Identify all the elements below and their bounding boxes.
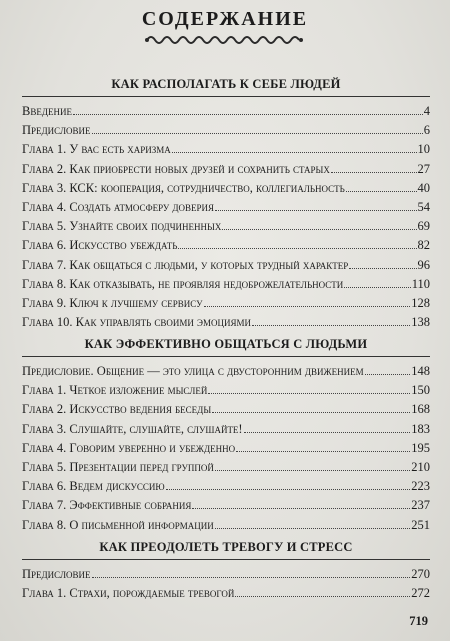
page-title: СОДЕРЖАНИЕ (141, 8, 309, 30)
entry-label: Глава 3. Слушайте, слушайте, слушайте! (22, 421, 243, 436)
entry-label: Глава 1. Четкое изложение мыслей (22, 383, 208, 398)
leader-dots (222, 229, 416, 230)
entry-label: Глава 2. Искусство ведения беседы (22, 402, 212, 417)
entry-page: 40 (417, 180, 430, 195)
leader-dots (331, 172, 417, 173)
leader-dots (208, 393, 410, 394)
entry-page: 148 (411, 364, 430, 378)
leader-dots (235, 596, 410, 597)
entry-page: 251 (411, 517, 430, 532)
entry-label: Глава 7. Эффективные собрания (22, 498, 192, 513)
leader-dots (92, 577, 411, 578)
entry-page: 223 (411, 479, 430, 494)
entry-page: 110 (411, 276, 430, 291)
entry-page: 183 (411, 421, 430, 436)
page-number: 719 (409, 614, 428, 628)
toc-entry[interactable] (22, 458, 430, 477)
section-rule (22, 559, 430, 560)
section-rule (22, 356, 430, 357)
entry-page: 272 (411, 586, 430, 601)
entry-label: Глава 4. Говорим уверенно и убежденно (22, 440, 236, 455)
toc-entry[interactable] (22, 121, 430, 140)
section-entries (22, 565, 430, 603)
toc-entry[interactable] (22, 496, 430, 515)
entry-page: 138 (411, 315, 430, 330)
toc-entry[interactable] (22, 236, 430, 255)
entry-label: Предисловие. Общение — это улица с двусторонним движением (22, 364, 364, 378)
leader-dots (212, 412, 410, 413)
entry-page: 27 (417, 161, 430, 176)
entry-page: 69 (417, 219, 430, 234)
toc-entry[interactable] (22, 477, 430, 496)
leader-dots (344, 287, 410, 288)
toc-entry[interactable] (22, 362, 430, 381)
toc-entry[interactable] (22, 198, 430, 217)
entry-label: Глава 6. Ведем дискуссию (22, 479, 165, 494)
section-entries (22, 102, 430, 332)
entry-label: Глава 6. Искусство убеждать (22, 238, 178, 253)
entry-label: Глава 8. Как отказывать, не проявляя недоброжелательности (22, 276, 344, 291)
entry-label: Глава 2. Как приобрести новых друзей и сохранить старых (22, 161, 330, 176)
entry-page: 128 (411, 295, 430, 310)
entry-label: Глава 7. Как общаться с людьми, у которых трудный характер (22, 257, 349, 272)
entry-label: Глава 8. О письменной информации (22, 517, 214, 532)
entry-label: Введение (22, 104, 72, 118)
leader-dots (166, 489, 411, 490)
toc-entry[interactable] (22, 275, 430, 294)
entry-label: Глава 1. У вас есть харизма (22, 142, 171, 157)
entry-page: 237 (411, 498, 430, 513)
section-rule (22, 96, 430, 97)
entry-page: 195 (411, 440, 430, 455)
entry-label: Глава 9. Ключ к лучшему сервису (22, 295, 203, 310)
entry-label: Предисловие (22, 123, 91, 138)
toc-entry[interactable] (22, 160, 430, 179)
leader-dots (73, 114, 423, 115)
leader-dots (346, 191, 417, 192)
entry-label: Глава 5. Презентации перед группой (22, 459, 214, 474)
leader-dots (252, 325, 410, 326)
section-entries (22, 362, 430, 535)
entry-label: Глава 10. Как управлять своими эмоциями (22, 315, 251, 330)
toc-entry[interactable] (22, 439, 430, 458)
entry-page: 82 (417, 238, 430, 253)
toc-entry[interactable] (22, 516, 430, 535)
leader-dots (178, 248, 416, 249)
leader-dots (236, 451, 410, 452)
toc-entry[interactable] (22, 217, 430, 236)
leader-dots (215, 528, 411, 529)
leader-dots (215, 470, 410, 471)
entry-page: 4 (423, 104, 430, 118)
wavy-ornament-icon (145, 33, 305, 47)
section-3 (22, 537, 430, 603)
entry-page: 10 (417, 142, 430, 157)
entry-label: Предисловие (22, 567, 91, 581)
leader-dots (215, 210, 416, 211)
entry-label: Глава 4. Создать атмосферу доверия (22, 199, 215, 214)
leader-dots (244, 432, 411, 433)
leader-dots (349, 268, 416, 269)
section-2 (22, 334, 430, 535)
entry-page: 150 (411, 383, 430, 398)
leader-dots (365, 374, 411, 375)
entry-page: 6 (423, 123, 430, 138)
section-title: КАК ПРЕОДОЛЕТЬ ТРЕВОГУ И СТРЕСС (99, 540, 353, 554)
toc-entry[interactable] (22, 381, 430, 400)
entry-label: Глава 3. КСК: кооперация, сотрудничество, коллегиальность (22, 180, 345, 195)
toc-entry[interactable] (22, 584, 430, 603)
toc-entry[interactable] (22, 294, 430, 313)
leader-dots (92, 133, 423, 134)
toc-entry[interactable] (22, 400, 430, 419)
toc-entry[interactable] (22, 313, 430, 332)
leader-dots (204, 306, 411, 307)
entry-label: Глава 1. Страхи, порождаемые тревогой (22, 586, 235, 601)
entry-label: Глава 5. Узнайте своих подчиненных (22, 219, 222, 234)
section-title: КАК РАСПОЛАГАТЬ К СЕБЕ ЛЮДЕЙ (111, 77, 341, 91)
entry-page: 96 (417, 257, 430, 272)
entry-page: 168 (411, 402, 430, 417)
toc-entry[interactable] (22, 179, 430, 198)
toc-entry[interactable] (22, 565, 430, 584)
toc-entry[interactable] (22, 256, 430, 275)
entry-page: 210 (411, 459, 430, 474)
toc-entry[interactable] (22, 140, 430, 159)
leader-dots (172, 152, 417, 153)
leader-dots (192, 508, 410, 509)
entry-page: 54 (417, 199, 430, 214)
entry-page: 270 (411, 567, 430, 581)
section-title: КАК ЭФФЕКТИВНО ОБЩАТЬСЯ С ЛЮДЬМИ (84, 337, 368, 351)
toc-entry[interactable] (22, 420, 430, 439)
toc-entry[interactable] (22, 102, 430, 121)
section-1 (22, 74, 430, 332)
